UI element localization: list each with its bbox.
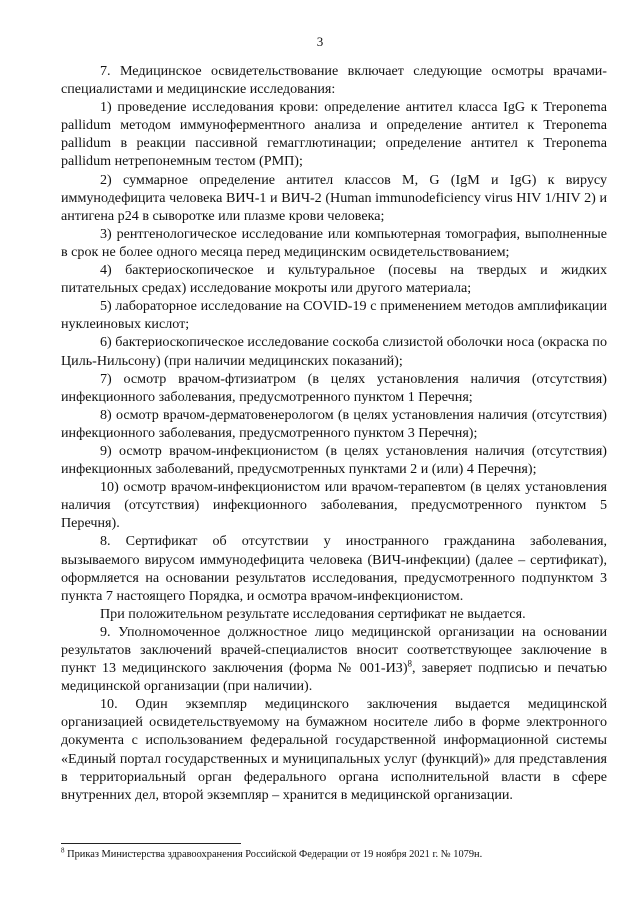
list-item-10: 10) осмотр врачом-инфекционистом или врачом-терапевтом (в целях установления наличия (отсутствия) инфекционного заболевания, предусмотренного пунктом 5 Перечня). (61, 479, 607, 532)
footnote-marker: 8 (61, 846, 65, 855)
paragraph-10: 10. Один экземпляр медицинского заключения выдается медицинской организацией освидетельствуемому на бумажном носителе либо в форме электронного документа с использованием федеральной государственной информационной системы «Единый портал государственных и муниципальных услуг (функций)» для представления в территориальный орган федерального органа исполнительной власти в сфере внутренних дел, второй экземпляр – хранится в медицинской организации. (61, 696, 607, 803)
footnote-text: Приказ Министерства здравоохранения Российской Федерации от 19 ноября 2021 г. № 1079н. (64, 849, 483, 860)
list-item-9: 9) осмотр врачом-инфекционистом (в целях установления наличия (отсутствия) инфекционных заболеваний, предусмотренных пунктами 2 и (или) 4 Перечня); (61, 442, 607, 478)
list-item-2: 2) суммарное определение антител классов M, G (IgM и IgG) к вирусу иммунодефицита человека ВИЧ-1 и ВИЧ-2 (Human immunodeficiency virus HIV 1/HIV 2) и антигена p24 в сыворотке или плазме крови человека; (61, 171, 607, 224)
list-item-8: 8) осмотр врачом-дерматовенерологом (в целях установления наличия (отсутствия) инфекционного заболевания, предусмотренного пунктом 3 Перечня); (61, 406, 607, 441)
page-number: 3 (316, 34, 324, 49)
list-item-3: 3) рентгенологическое исследование или компьютерная томография, выполненные в срок не более одного месяца перед медицинским освидетельствованием; (61, 225, 607, 260)
paragraph-8: 8. Сертификат об отсутствии у иностранного гражданина заболевания, вызываемого вирусом иммунодефицита человека (ВИЧ-инфекции) (далее – сертификат), оформляется на основании результатов исследования, предусмотренного подпунктом 3 пункта 7 настоящего Порядка, и осмотра врачом-инфекционистом. (61, 533, 607, 604)
paragraph-9-text-start: 9. Уполномоченное должностное лицо медицинской организации на основании результатов заключений врачей-специалистов вносит соответствующее заключение в пункт 13 медицинского заключения (форма № 001-ИЗ) (61, 623, 607, 677)
list-item-5: 5) лабораторное исследование на COVID-19 с применением методов амплификации нуклеиновых кислот; (61, 298, 607, 333)
paragraph-8-note: При положительном результате исследования сертификат не выдается. (100, 605, 526, 622)
document-body (61, 62, 607, 804)
footnote-reference: 8 (407, 658, 413, 669)
paragraph-9 (61, 623, 607, 695)
paragraph-9-text-end: , заверяет подписью и печатью медицинской организации (при наличии). (61, 660, 607, 695)
list-item-1: 1) проведение исследования крови: определение антител класса IgG к Treponema pallidum методом иммуноферментного анализа и определение антител к Treponema pallidum в реакции пассивной гемагглютинации; определение антител к Treponema pallidum нетрепонемным тестом (РМП); (61, 99, 607, 170)
list-item-4: 4) бактериоскопическое и культуральное (посевы на твердых и жидких питательных средах) исследование мокроты или другого материала; (61, 262, 607, 297)
list-item-6: 6) бактериоскопическое исследование соскоба слизистой оболочки носа (окраска по Циль-Нильсону) (при наличии медицинских показаний); (61, 334, 607, 369)
list-item-7: 7) осмотр врачом-фтизиатром (в целях установления наличия (отсутствия) инфекционного заболевания, предусмотренного пунктом 1 Перечня; (61, 370, 607, 405)
footnote-divider (61, 843, 241, 844)
footnote (61, 848, 607, 861)
paragraph-7-intro: 7. Медицинское освидетельствование включает следующие осмотры врачами-специалистами и медицинские исследования: (61, 63, 607, 98)
